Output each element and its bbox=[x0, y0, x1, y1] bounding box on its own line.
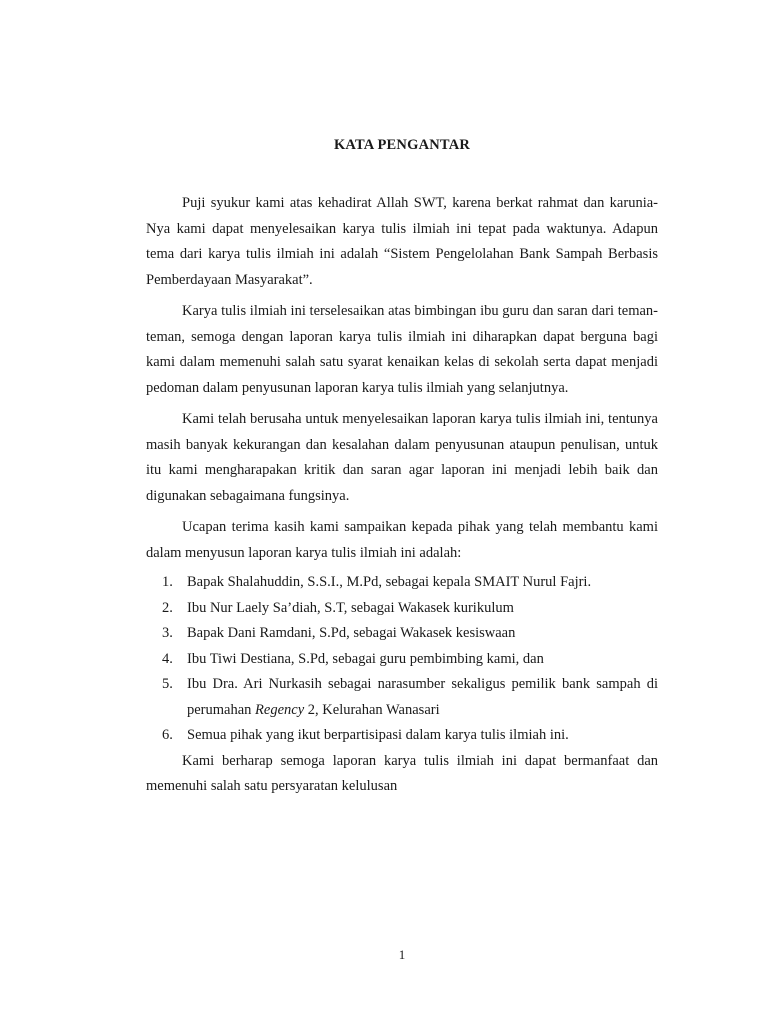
list-item-text-italic: Regency bbox=[255, 701, 305, 718]
paragraph-guidance: Karya tulis ilmiah ini terselesaikan atas bimbingan ibu guru dan saran dari teman-teman, semoga dengan laporan karya tulis ilmiah ini diharapkan dapat berguna bagi kami dalam memenuhi salah satu syarat kenaikan kelas di sekolah serta dapat menjadi pedoman dalam penyusunan laporan karya tulis ilmiah yang selanjutnya. bbox=[146, 303, 658, 396]
list-item-number: 5. bbox=[162, 676, 173, 692]
list-item bbox=[146, 596, 658, 622]
list-item-number: 4. bbox=[162, 650, 173, 667]
list-item-text: Bapak Shalahuddin, S.S.I., M.Pd, sebagai kepala SMAIT Nurul Fajri. bbox=[187, 574, 592, 590]
document-body bbox=[146, 191, 658, 806]
list-item-text: Ibu Nur Laely Sa’diah, S.T, sebagai Wakasek kurikulum bbox=[187, 599, 514, 616]
list-item-number: 2. bbox=[162, 599, 173, 616]
list-item bbox=[146, 647, 658, 673]
list-item-text-after: 2, Kelurahan Wanasari bbox=[304, 701, 440, 718]
paragraph-apology: Kami telah berusaha untuk menyelesaikan laporan karya tulis ilmiah ini, tentunya masih banyak kekurangan dan kesalahan dalam penyusunan ataupun penulisan, untuk itu kami mengharapakan kritik dan saran agar laporan ini menjadi lebih baik dan digunakan sebagaimana fungsinya. bbox=[146, 411, 658, 504]
list-item-number: 1. bbox=[162, 574, 173, 590]
list-item bbox=[146, 570, 658, 596]
list-item-number: 3. bbox=[162, 625, 173, 641]
list-item-text-before: Ibu Dra. Ari Nurkasih sebagai narasumber sekaligus pemilik bank sampah di perumahan bbox=[187, 676, 658, 718]
list-item-text: Ibu Tiwi Destiana, S.Pd, sebagai guru pembimbing kami, dan bbox=[187, 650, 544, 667]
list-item-number: 6. bbox=[162, 727, 173, 743]
acknowledgement-list bbox=[146, 570, 658, 749]
list-item bbox=[146, 672, 658, 723]
list-item bbox=[146, 723, 658, 749]
document-title: KATA PENGANTAR bbox=[333, 137, 471, 153]
paragraph-thanks-intro: Ucapan terima kasih kami sampaikan kepada pihak yang telah membantu kami dalam menyusun laporan karya tulis ilmiah ini adalah: bbox=[146, 519, 658, 561]
list-item-text: Semua pihak yang ikut berpartisipasi dalam karya tulis ilmiah ini. bbox=[187, 727, 569, 743]
paragraph-opening: Puji syukur kami atas kehadirat Allah SWT, karena berkat rahmat dan karunia-Nya kami dapat menyelesaikan karya tulis ilmiah ini tepat pada waktunya. Adapun tema dari karya tulis ilmiah ini adalah “Sistem Pengelolahan Bank Sampah Berbasis Pemberdayaan Masyarakat”. bbox=[146, 195, 658, 288]
list-item-text: Bapak Dani Ramdani, S.Pd, sebagai Wakasek kesiswaan bbox=[187, 625, 516, 641]
page-number: 1 bbox=[398, 947, 406, 962]
paragraph-closing: Kami berharap semoga laporan karya tulis ilmiah ini dapat bermanfaat dan memenuhi salah satu persyaratan kelulusan bbox=[146, 752, 658, 794]
list-item bbox=[146, 621, 658, 647]
